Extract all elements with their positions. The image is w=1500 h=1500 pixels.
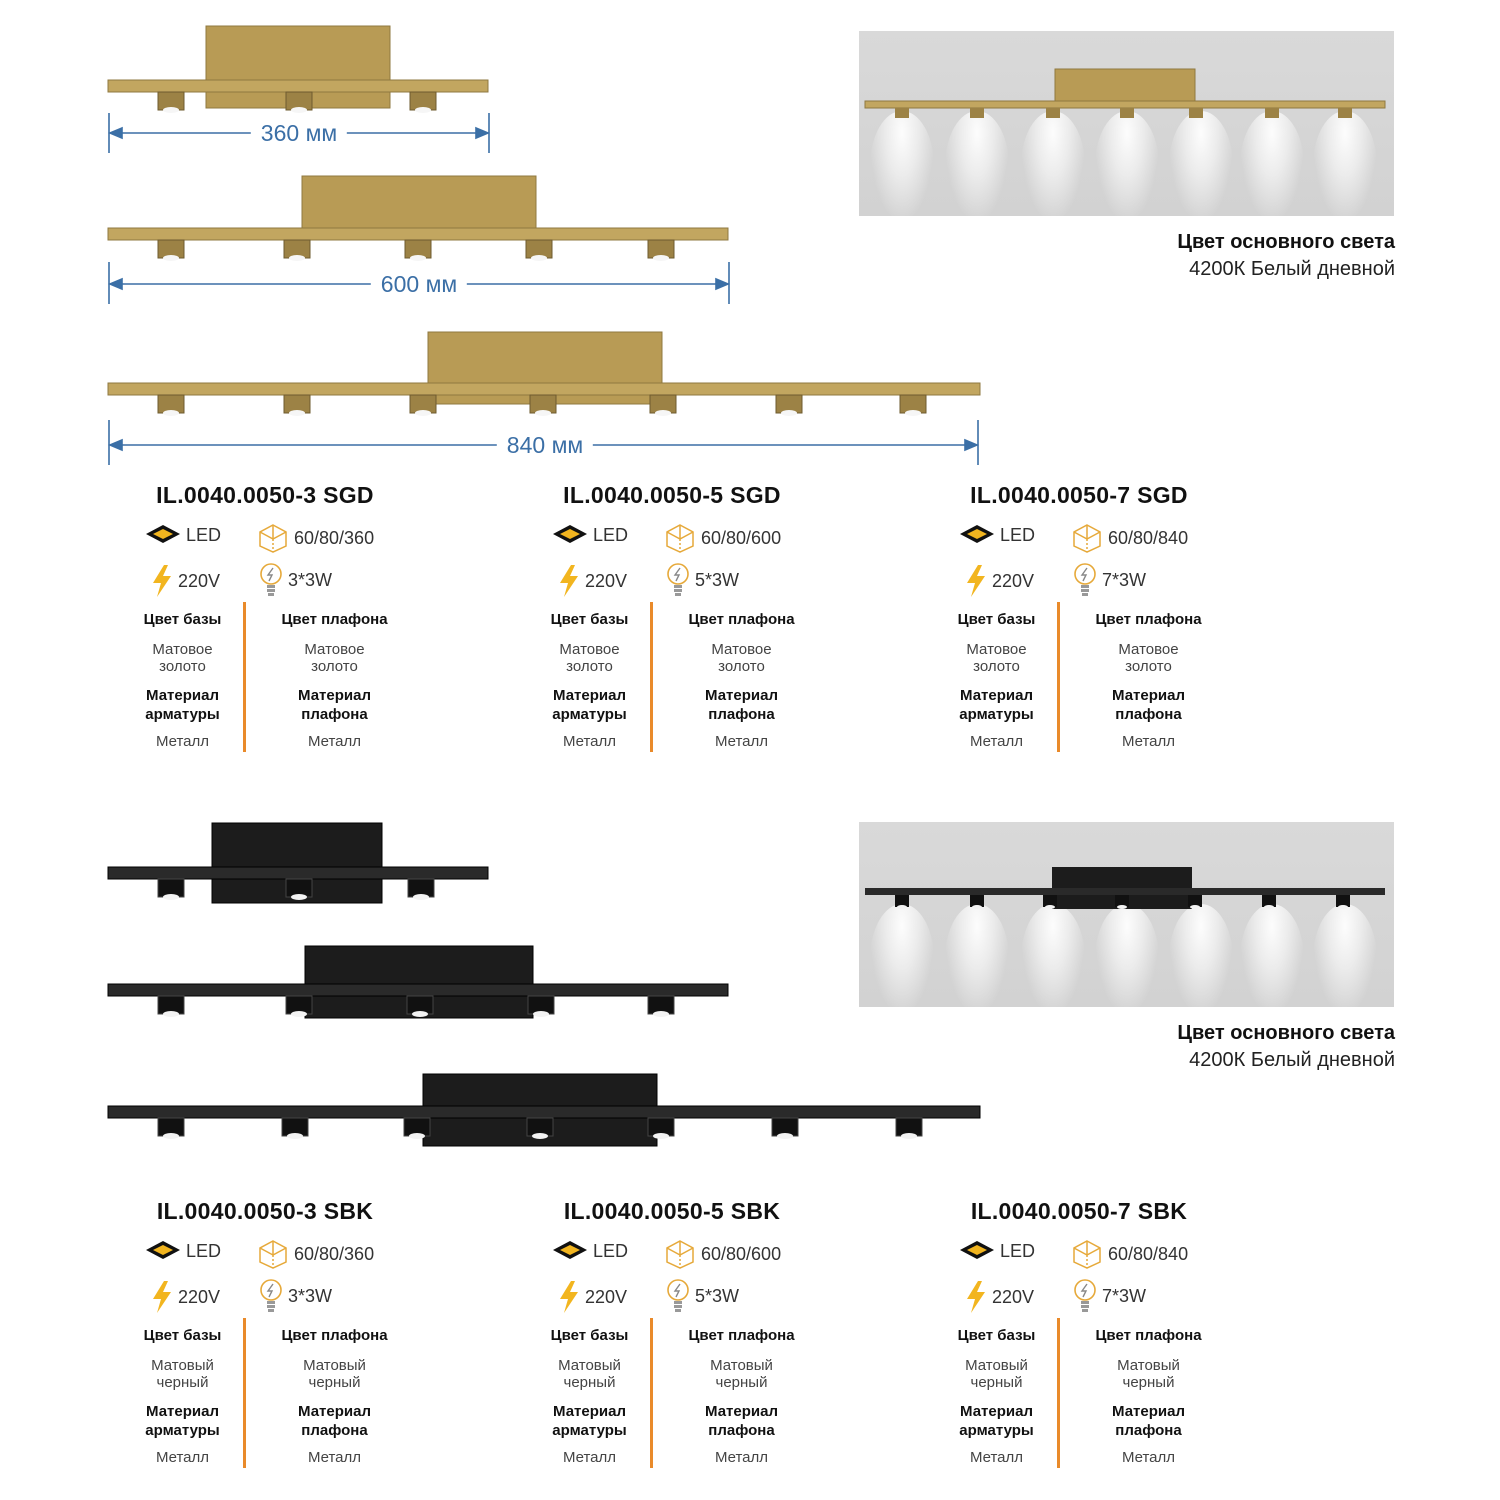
shade-material xyxy=(267,686,402,750)
base-color xyxy=(522,610,657,675)
dimensions-box-icon xyxy=(1071,522,1103,554)
dimension-360: 360 мм xyxy=(251,120,347,146)
power-value: 5*3W xyxy=(695,1285,740,1306)
base-color-label: Цвет базы xyxy=(143,1327,222,1344)
led-label: LED xyxy=(186,524,222,545)
power-spec xyxy=(666,562,739,598)
lightning-icon xyxy=(965,1281,987,1313)
lightning-icon xyxy=(558,1281,580,1313)
base-color-value: Матовое золото xyxy=(152,641,213,675)
shade-material-value: Металл xyxy=(307,733,362,750)
led-label: LED xyxy=(186,1240,222,1261)
shade-material-label: Материал плафона xyxy=(1112,1403,1185,1439)
base-color xyxy=(522,1326,657,1391)
product-model: IL.0040.0050-3 SGD xyxy=(156,482,374,508)
frame-material-value: Металл xyxy=(562,1449,617,1466)
voltage-spec xyxy=(151,565,220,597)
shade-color-label: Цвет плафона xyxy=(281,1327,388,1344)
shade-color-label: Цвет плафона xyxy=(1095,611,1202,628)
led-spec xyxy=(552,524,628,546)
shade-material-value: Металл xyxy=(307,1449,362,1466)
bulb-icon xyxy=(1073,1278,1097,1314)
shade-material-label: Материал плафона xyxy=(298,1403,371,1439)
shade-color-value: Матовое золото xyxy=(711,641,772,675)
base-color-value: Матовый черный xyxy=(558,1357,621,1391)
shade-color xyxy=(267,1326,402,1391)
shade-color-label: Цвет плафона xyxy=(688,611,795,628)
shade-material xyxy=(674,1402,809,1466)
shade-color xyxy=(267,610,402,675)
dimensions-box-icon xyxy=(257,522,289,554)
voltage-value: 220V xyxy=(585,1286,628,1307)
shade-color-value: Матовый черный xyxy=(1117,1357,1180,1391)
lightning-icon xyxy=(965,565,987,597)
shade-material-label: Материал плафона xyxy=(298,687,371,723)
shade-material-label: Материал плафона xyxy=(1112,687,1185,723)
size-value: 60/80/840 xyxy=(1108,1243,1189,1264)
led-chip-icon xyxy=(552,1240,588,1262)
dimensions-box-icon xyxy=(257,1238,289,1270)
base-color-label: Цвет базы xyxy=(957,611,1036,628)
size-value: 60/80/360 xyxy=(294,1243,375,1264)
led-label: LED xyxy=(1000,524,1036,545)
size-value: 60/80/600 xyxy=(701,1243,782,1264)
base-color-value: Матовое золото xyxy=(966,641,1027,675)
shade-color xyxy=(674,610,809,675)
led-chip-icon xyxy=(552,524,588,546)
lightning-icon xyxy=(558,565,580,597)
lightning-icon xyxy=(151,565,173,597)
led-spec xyxy=(959,1240,1035,1262)
frame-material-value: Металл xyxy=(155,1449,210,1466)
base-color xyxy=(929,610,1064,675)
size-spec xyxy=(664,1238,781,1270)
product-model: IL.0040.0050-5 SBK xyxy=(563,1198,781,1224)
shade-color-value: Матовый черный xyxy=(710,1357,773,1391)
shade-color xyxy=(1081,610,1216,675)
led-chip-icon xyxy=(959,1240,995,1262)
power-value: 3*3W xyxy=(288,1285,333,1306)
light-color-title: Цвет основного света xyxy=(1177,231,1395,253)
power-spec xyxy=(259,562,332,598)
voltage-value: 220V xyxy=(585,570,628,591)
shade-color-value: Матовый черный xyxy=(303,1357,366,1391)
frame-material-label: Материал арматуры xyxy=(145,687,220,723)
base-color-label: Цвет базы xyxy=(957,1327,1036,1344)
shade-material xyxy=(674,686,809,750)
shade-material-value: Металл xyxy=(1121,1449,1176,1466)
base-color-value: Матовый черный xyxy=(151,1357,214,1391)
frame-material-label: Материал арматуры xyxy=(552,1403,627,1439)
size-spec xyxy=(1071,1238,1188,1270)
led-label: LED xyxy=(1000,1240,1036,1261)
base-color-label: Цвет базы xyxy=(550,611,629,628)
base-color xyxy=(115,1326,250,1391)
product-model: IL.0040.0050-5 SGD xyxy=(563,482,781,508)
shade-material xyxy=(1081,686,1216,750)
power-value: 7*3W xyxy=(1102,569,1147,590)
power-spec xyxy=(259,1278,332,1314)
product-model: IL.0040.0050-3 SBK xyxy=(156,1198,374,1224)
bulb-icon xyxy=(259,1278,283,1314)
frame-material-label: Материал арматуры xyxy=(145,1403,220,1439)
voltage-spec xyxy=(151,1281,220,1313)
voltage-spec xyxy=(965,1281,1034,1313)
led-spec xyxy=(145,524,221,546)
dimensions-box-icon xyxy=(1071,1238,1103,1270)
frame-material-label: Материал арматуры xyxy=(959,1403,1034,1439)
shade-material-value: Металл xyxy=(714,1449,769,1466)
photo-black-lit xyxy=(859,822,1394,1007)
led-chip-icon xyxy=(145,524,181,546)
shade-material-value: Металл xyxy=(714,733,769,750)
size-spec xyxy=(257,1238,374,1270)
frame-material-value: Металл xyxy=(155,733,210,750)
led-chip-icon xyxy=(959,524,995,546)
frame-material xyxy=(115,1402,250,1466)
light-color-value: 4200К Белый дневной xyxy=(1189,258,1395,280)
led-spec xyxy=(959,524,1035,546)
size-spec xyxy=(1071,522,1188,554)
light-color-caption-black xyxy=(975,1020,1395,1074)
shade-color-label: Цвет плафона xyxy=(1095,1327,1202,1344)
led-label: LED xyxy=(593,524,629,545)
shade-material xyxy=(267,1402,402,1466)
shade-color-label: Цвет плафона xyxy=(281,611,388,628)
shade-color-value: Матовое золото xyxy=(1118,641,1179,675)
shade-material-label: Материал плафона xyxy=(705,1403,778,1439)
shade-color-value: Матовое золото xyxy=(304,641,365,675)
voltage-value: 220V xyxy=(992,1286,1035,1307)
base-color xyxy=(115,610,250,675)
shade-material xyxy=(1081,1402,1216,1466)
power-value: 7*3W xyxy=(1102,1285,1147,1306)
lightning-icon xyxy=(151,1281,173,1313)
base-color-value: Матовый черный xyxy=(965,1357,1028,1391)
product-model: IL.0040.0050-7 SGD xyxy=(970,482,1188,508)
size-spec xyxy=(664,522,781,554)
frame-material-value: Металл xyxy=(969,733,1024,750)
light-color-title: Цвет основного света xyxy=(1177,1022,1395,1044)
led-chip-icon xyxy=(145,1240,181,1262)
voltage-spec xyxy=(965,565,1034,597)
frame-material xyxy=(115,686,250,750)
voltage-spec xyxy=(558,565,627,597)
size-value: 60/80/360 xyxy=(294,527,375,548)
shade-material-value: Металл xyxy=(1121,733,1176,750)
led-spec xyxy=(552,1240,628,1262)
base-color-value: Матовое золото xyxy=(559,641,620,675)
base-color-label: Цвет базы xyxy=(143,611,222,628)
voltage-value: 220V xyxy=(178,570,221,591)
voltage-value: 220V xyxy=(992,570,1035,591)
shade-color xyxy=(1081,1326,1216,1391)
frame-material xyxy=(522,686,657,750)
frame-material-label: Материал арматуры xyxy=(552,687,627,723)
led-spec xyxy=(145,1240,221,1262)
bulb-icon xyxy=(259,562,283,598)
frame-material-label: Материал арматуры xyxy=(959,687,1034,723)
light-color-value: 4200К Белый дневной xyxy=(1189,1049,1395,1071)
product-model: IL.0040.0050-7 SBK xyxy=(970,1198,1188,1224)
power-value: 3*3W xyxy=(288,569,333,590)
bulb-icon xyxy=(666,1278,690,1314)
size-value: 60/80/840 xyxy=(1108,527,1189,548)
dimensions-box-icon xyxy=(664,522,696,554)
dimensions-box-icon xyxy=(664,1238,696,1270)
frame-material-value: Металл xyxy=(969,1449,1024,1466)
led-label: LED xyxy=(593,1240,629,1261)
power-spec xyxy=(1073,562,1146,598)
frame-material xyxy=(929,686,1064,750)
shade-color xyxy=(674,1326,809,1391)
frame-material xyxy=(929,1402,1064,1466)
size-value: 60/80/600 xyxy=(701,527,782,548)
bulb-icon xyxy=(666,562,690,598)
shade-color-label: Цвет плафона xyxy=(688,1327,795,1344)
bulb-icon xyxy=(1073,562,1097,598)
frame-material xyxy=(522,1402,657,1466)
power-spec xyxy=(1073,1278,1146,1314)
base-color-label: Цвет базы xyxy=(550,1327,629,1344)
base-color xyxy=(929,1326,1064,1391)
power-spec xyxy=(666,1278,739,1314)
size-spec xyxy=(257,522,374,554)
dimension-600: 600 мм xyxy=(371,271,467,297)
dimension-840: 840 мм xyxy=(497,432,593,458)
voltage-value: 220V xyxy=(178,1286,221,1307)
voltage-spec xyxy=(558,1281,627,1313)
shade-material-label: Материал плафона xyxy=(705,687,778,723)
power-value: 5*3W xyxy=(695,569,740,590)
frame-material-value: Металл xyxy=(562,733,617,750)
